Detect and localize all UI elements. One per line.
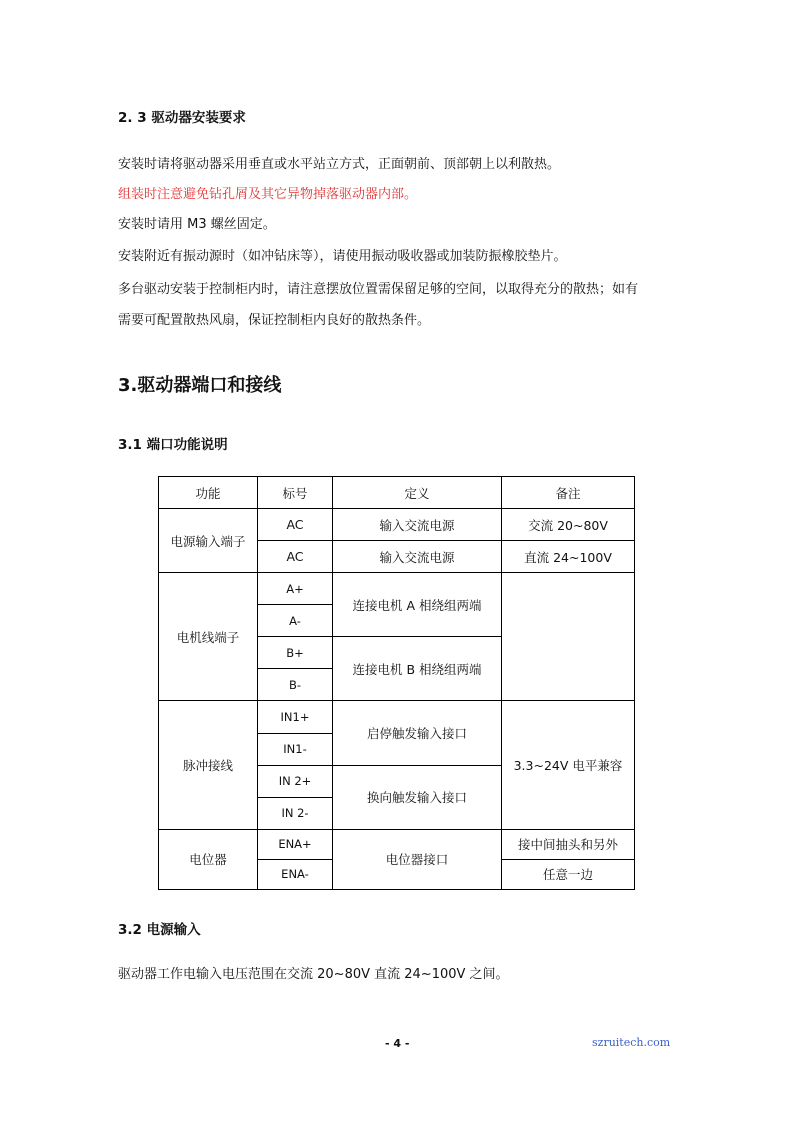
paragraph-line-6: 需要可配置散热风扇，保证控制柜内良好的散热条件。 xyxy=(118,313,431,328)
table-row xyxy=(159,701,635,733)
header-function: 功能 xyxy=(159,477,258,509)
motor-note-empty xyxy=(502,573,635,701)
paragraph-line-5: 多台驱动安装于控制柜内时，请注意摆放位置需保留足够的空间，以取得充分的散热；如有 xyxy=(118,282,639,297)
table-row xyxy=(159,509,635,541)
pulse-label-in1-plus: IN1+ xyxy=(258,701,333,733)
paragraph-line-4: 安装附近有振动源时（如冲钻床等），请使用振动吸收器或加装防振橡胶垫片。 xyxy=(118,249,567,264)
motor-label-b-minus: B- xyxy=(258,669,333,701)
motor-function-cell: 电机线端子 xyxy=(159,573,258,701)
section-3-1-heading: 3.1 端口功能说明 xyxy=(118,437,228,453)
pulse-label-in1-minus: IN1- xyxy=(258,733,333,765)
power-function-cell: 电源输入端子 xyxy=(159,509,258,573)
paragraph-line-3: 安装时请用 M3 螺丝固定。 xyxy=(118,217,276,232)
table-header-row xyxy=(159,477,635,509)
pot-label-ena-plus: ENA+ xyxy=(258,829,333,859)
pot-note-2: 任意一边 xyxy=(502,859,635,889)
power-note-1: 交流 20~80V xyxy=(502,509,635,541)
pulse-label-in2-plus: IN 2+ xyxy=(258,765,333,797)
footer-website: szruitech.com xyxy=(592,1036,671,1049)
pulse-definition-start-stop: 启停触发输入接口 xyxy=(333,701,502,765)
power-definition-2: 输入交流电源 xyxy=(333,541,502,573)
section-3-2-heading: 3.2 电源输入 xyxy=(118,922,201,938)
pulse-definition-direction: 换向触发输入接口 xyxy=(333,765,502,829)
power-label-2: AC xyxy=(258,541,333,573)
paragraph-line-1: 安装时请将驱动器采用垂直或水平站立方式，正面朝前、顶部朝上以利散热。 xyxy=(118,157,561,172)
header-note: 备注 xyxy=(502,477,635,509)
table-row xyxy=(159,573,635,605)
table-row xyxy=(159,829,635,859)
section-2-3-heading: 2. 3 驱动器安装要求 xyxy=(118,110,246,126)
power-input-text: 驱动器工作电输入电压范围在交流 20~80V 直流 24~100V 之间。 xyxy=(118,967,509,982)
header-definition: 定义 xyxy=(333,477,502,509)
motor-definition-b: 连接电机 B 相绕组两端 xyxy=(333,637,502,701)
pot-note-1: 接中间抽头和另外 xyxy=(502,829,635,859)
page-number: - 4 - xyxy=(385,1037,410,1050)
header-label: 标号 xyxy=(258,477,333,509)
pot-function-cell: 电位器 xyxy=(159,829,258,889)
power-definition-1: 输入交流电源 xyxy=(333,509,502,541)
pulse-function-cell: 脉冲接线 xyxy=(159,701,258,829)
motor-definition-a: 连接电机 A 相绕组两端 xyxy=(333,573,502,637)
motor-label-a-minus: A- xyxy=(258,605,333,637)
pulse-note: 3.3~24V 电平兼容 xyxy=(502,701,635,829)
pot-definition: 电位器接口 xyxy=(333,829,502,889)
motor-label-b-plus: B+ xyxy=(258,637,333,669)
pulse-label-in2-minus: IN 2- xyxy=(258,797,333,829)
port-function-table xyxy=(158,476,635,890)
motor-label-a-plus: A+ xyxy=(258,573,333,605)
pot-label-ena-minus: ENA- xyxy=(258,859,333,889)
power-label-1: AC xyxy=(258,509,333,541)
section-3-heading: 3.驱动器端口和接线 xyxy=(118,375,282,396)
paragraph-line-2-warning: 组装时注意避免钻孔屑及其它异物掉落驱动器内部。 xyxy=(118,187,418,202)
power-note-2: 直流 24~100V xyxy=(502,541,635,573)
